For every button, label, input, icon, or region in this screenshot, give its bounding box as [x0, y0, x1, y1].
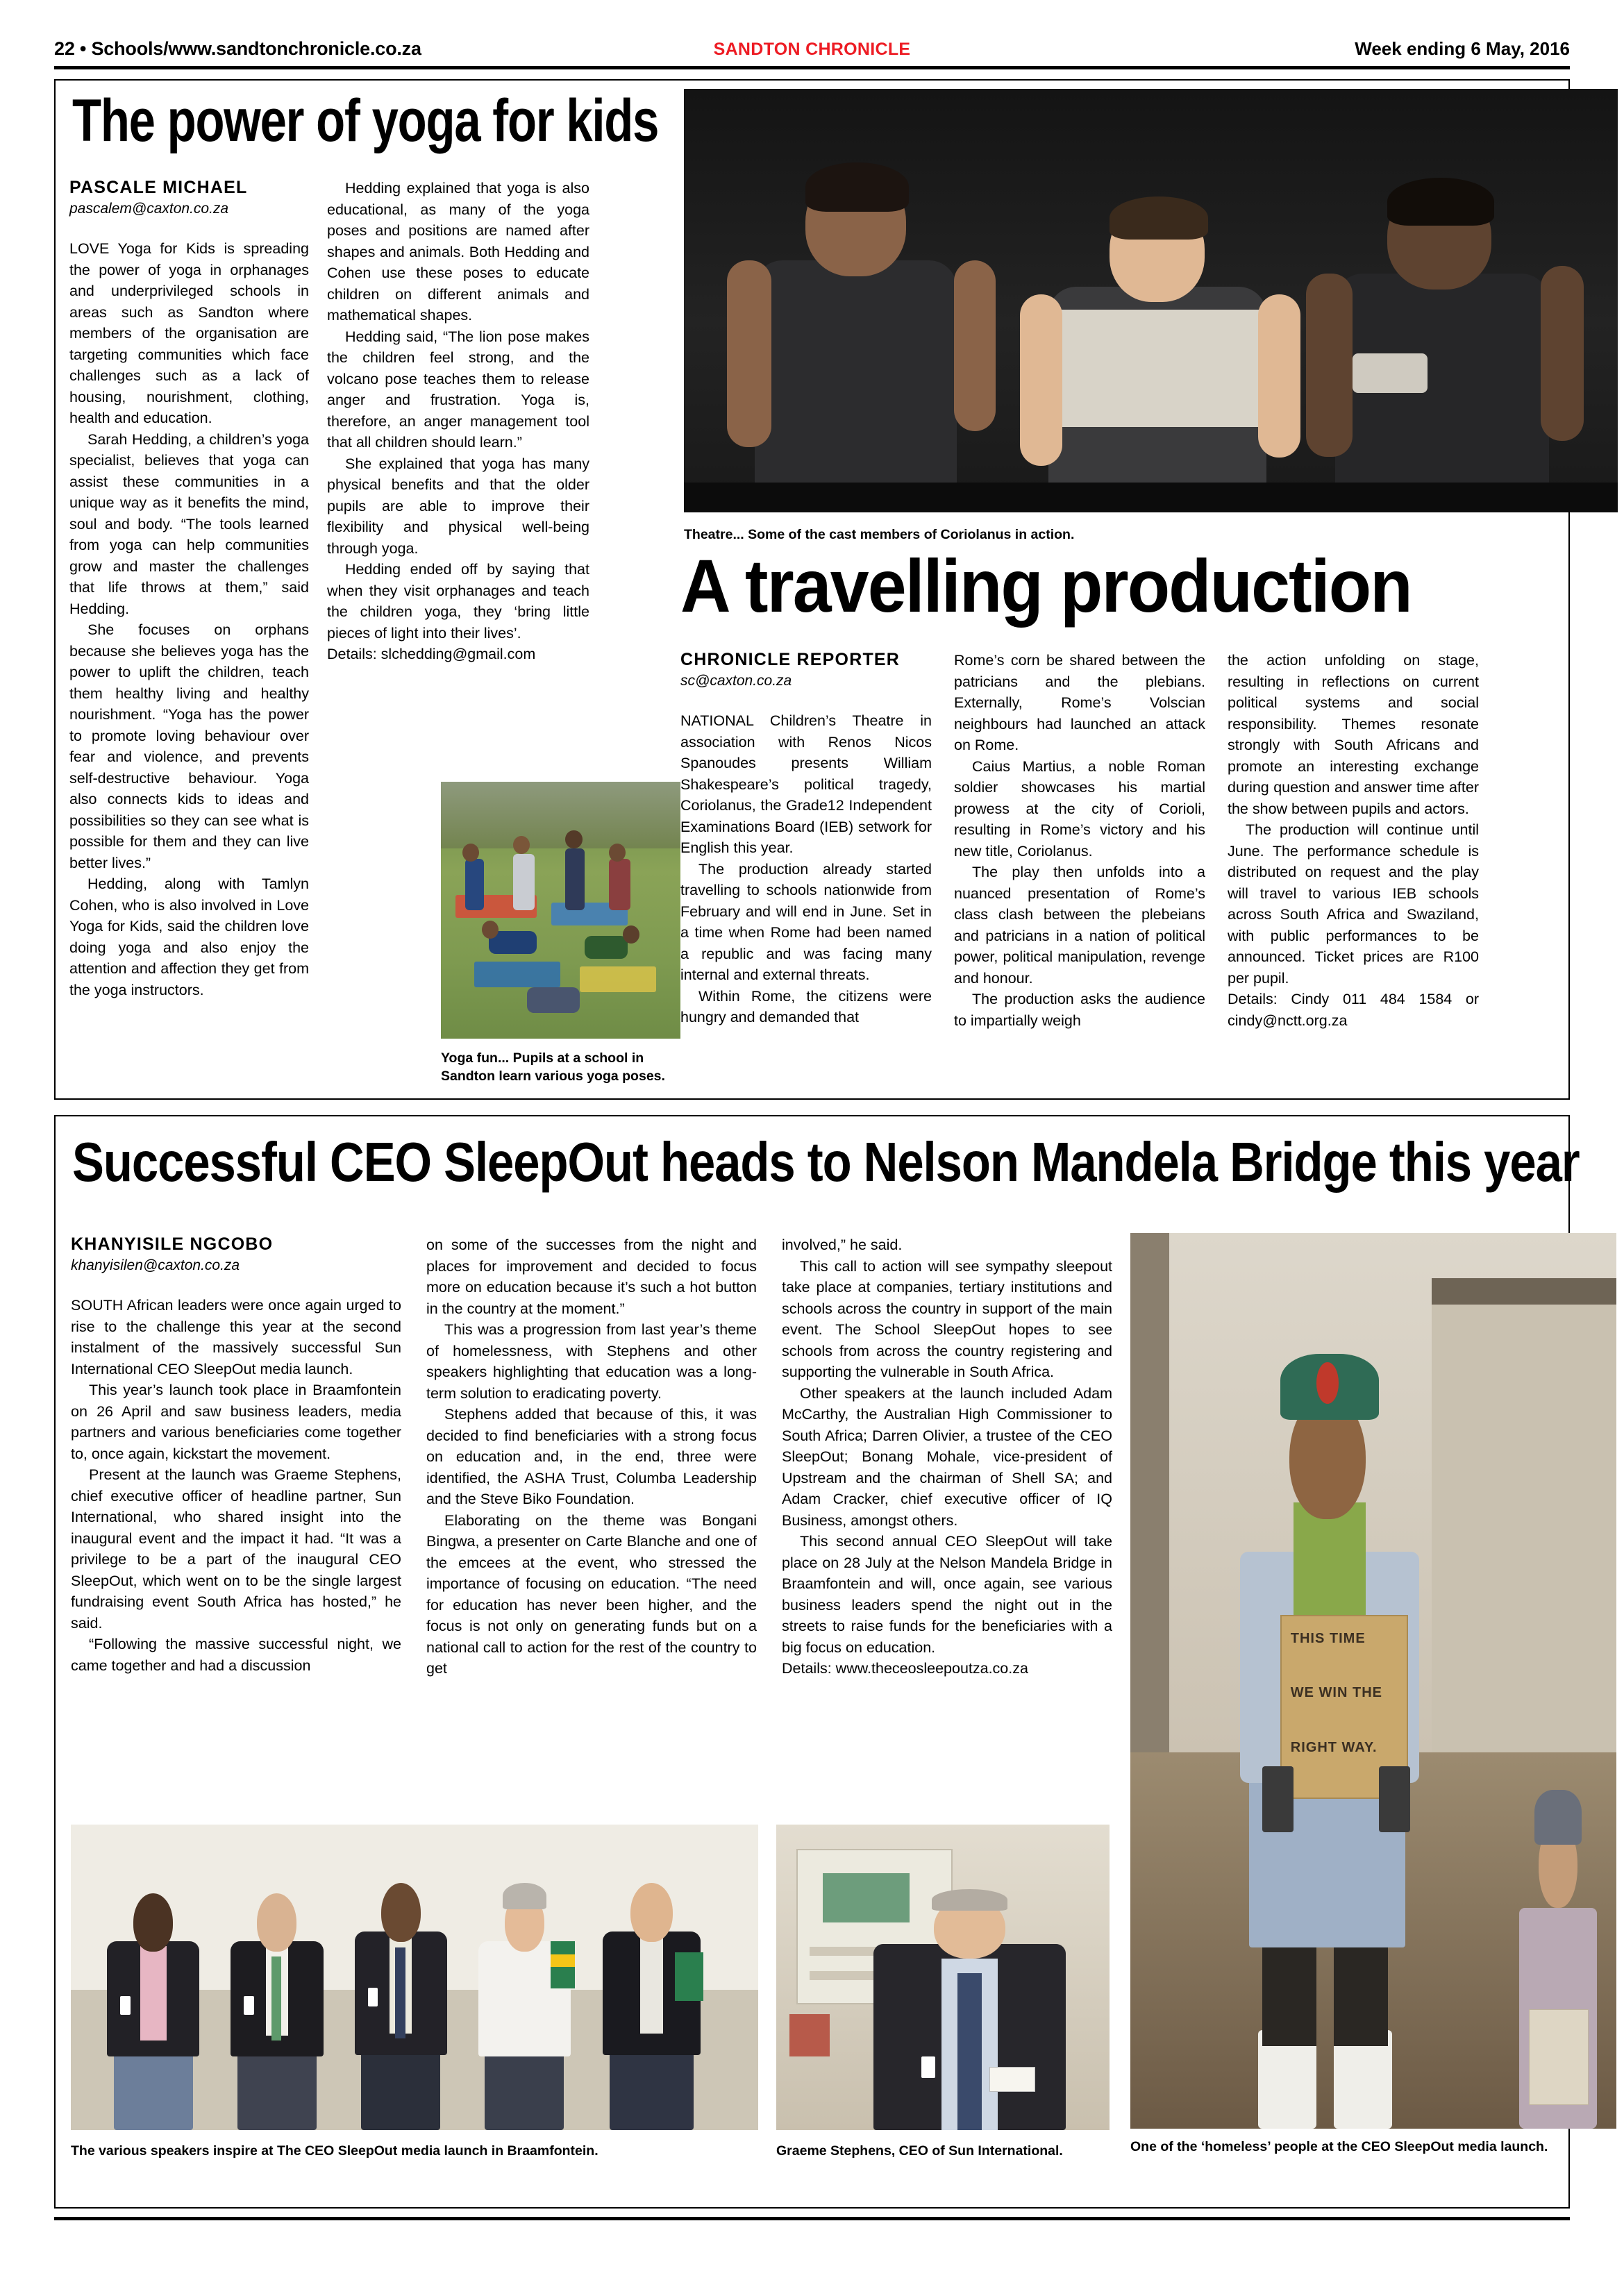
photo-speakers-panel [71, 1825, 758, 2130]
headline-yoga: The power of yoga for kids [72, 87, 659, 154]
paragraph: Present at the launch was Graeme Stephens, chief executive officer of headline partner, Sun International, who shared insight into the inaugural event and the impact it had. “It was a privilege to be a part of the inaugural CEO SleepOut, which went on to be the single largest fundraising event South Africa has hosted,” he said. [71, 1466, 401, 1632]
byline-name-theatre: CHRONICLE REPORTER [680, 650, 901, 669]
theatre-body-col1 [680, 710, 932, 1028]
page-section-label: 22 • Schools/ [54, 38, 169, 59]
caption-graeme: Graeme Stephens, CEO of Sun International. [776, 2143, 1063, 2159]
paragraph: This was a progression from last year’s theme of homelessness, with Stephens and other speakers highlighting that education was a long-term solution to eradicating poverty. [426, 1321, 757, 1402]
paragraph: Other speakers at the launch included Adam McCarthy, the Australian High Commissioner to South Africa; Darren Olivier, a trustee of the CEO SleepOut; Bonang Mohale, vice-president of Upstream and the chairman of Shell SA; and Adam Cracker, chief executive officer of IQ Business, amongst others. [782, 1384, 1112, 1529]
sleepout-column-1 [71, 1234, 401, 1679]
theatre-column-1 [680, 650, 932, 1031]
byline-email-yoga[interactable]: pascalem@caxton.co.za [69, 201, 229, 217]
paragraph-details: Details: Cindy 011 484 1584 or cindy@nctt.org.za [1228, 991, 1479, 1029]
paragraph: Caius Martius, a noble Roman soldier showcases his martial prowess at the city of Corioli, resulting in Rome’s victory and his new title, Coriolanus. [954, 757, 1205, 860]
photo-image [441, 782, 680, 1039]
theatre-column-3 [1228, 650, 1479, 1031]
photo-homeless-person [1130, 1233, 1616, 2129]
paragraph: The production will continue until June. The performance schedule is distributed on request and the play will travel to various IEB schools across South Africa and Swaziland, with public performances to be announced. Ticket prices are R100 per pupil. [1228, 821, 1479, 987]
paragraph: on some of the successes from the night and places for improvement and decided to focus more on education because it’s such a hot button in the country at the moment.” [426, 1237, 757, 1317]
article-block-bottom [54, 1115, 1580, 2209]
sleepout-column-2 [426, 1234, 757, 1679]
photo-coriolanus-cast [684, 89, 1618, 512]
sleepout-body-col2 [426, 1234, 757, 1679]
paragraph: She focuses on orphans because she believes yoga has the power to uplift the children, teach them healthy living and healthy nourishment. “Yoga has the power to promote loving behaviour over fear and violence, and prevents self-destructive behaviour. Yoga also connects kids to ideas and possibilities so they can see what is possible for them and they can live better lives.” [69, 621, 309, 871]
paragraph-details: Details: www.theceosleepoutza.co.za [782, 1660, 1028, 1677]
paragraph: Hedding said, “The lion pose makes the children feel strong, and the volcano pose teaches them to release anger and frustration. Yoga is, therefore, an anger management tool that all children should learn.” [327, 328, 589, 451]
paragraph: This year’s launch took place in Braamfontein on 26 April and saw business leaders, media partners and various beneficiaries come together to, once again, kickstart the movement. [71, 1382, 401, 1462]
caption-speakers: The various speakers inspire at The CEO SleepOut media launch in Braamfontein. [71, 2143, 598, 2159]
byline-name-yoga: PASCALE MICHAEL [69, 178, 248, 197]
caption-homeless: One of the ‘homeless’ people at the CEO SleepOut media launch. [1130, 2139, 1548, 2154]
paragraph: NATIONAL Children’s Theatre in association with Renos Nicos Spanoudes presents William Shakespeare’s political tragedy, Coriolanus, the Grade12 Independent Examinations Board (IEB) setwork for English this year. [680, 712, 932, 856]
paragraph: This call to action will see sympathy sleepout take place at companies, tertiary institutions and schools across the country in support of the main event. The School SleepOut hopes to see schools from across the country registering and supporting the vulnerable in South Africa. [782, 1257, 1112, 1380]
sleepout-columns [71, 1234, 1140, 1679]
caption-theatre: Theatre... Some of the cast members of Coriolanus in action. [684, 527, 1075, 542]
yoga-column-1 [69, 178, 309, 1000]
placard-line: WE WIN THE [1290, 1685, 1382, 1701]
issue-date: Week ending 6 May, 2016 [1355, 38, 1570, 59]
photo-image [776, 1825, 1110, 2130]
photo-image [684, 89, 1618, 512]
site-url[interactable]: www.sandtonchronicle.co.za [168, 38, 421, 59]
yoga-body-col2 [327, 178, 589, 665]
paragraph: Elaborating on the theme was Bongani Bingwa, a presenter on Carte Blanche and one of the emcees at the event, who stressed the importance of focusing on education. “The need for education has never been higher, and the focus is not only on generating funds but on a national call to action for the rest of the country to get [426, 1511, 757, 1677]
paragraph: “Following the massive successful night, we came together and had a discussion [71, 1636, 401, 1674]
page-masthead [54, 0, 1570, 64]
photo-yoga-class [441, 782, 680, 1039]
byline-name-sleepout: KHANYISILE NGCOBO [71, 1234, 274, 1254]
paragraph-details: Details: slchedding@gmail.com [327, 646, 536, 662]
photo-image [71, 1825, 758, 2130]
masthead-left [54, 38, 421, 60]
paragraph: The production already started travelling to schools nationwide from February and will end in June. Set in a time when Rome had been named a republic and was facing many internal and external threats. [680, 860, 932, 983]
paragraph: LOVE Yoga for Kids is spreading the power of yoga in orphanages and underprivileged schools in areas such as Sandton where members of the organisation are targeting communities which face challenges such as a lack of housing, nourishment, clothing, health and education. [69, 240, 309, 426]
sleepout-column-3 [782, 1234, 1112, 1679]
sleepout-body-col1 [71, 1295, 401, 1676]
publication-title: SANDTON CHRONICLE [713, 40, 911, 59]
paragraph: Within Rome, the citizens were hungry and demanded that [680, 987, 932, 1025]
photo-image [1130, 1233, 1616, 2129]
paragraph: Hedding, along with Tamlyn Cohen, who is also involved in Love Yoga for Kids, said the children love doing yoga and also enjoy the attention and affection they get from the yoga instructors. [69, 875, 309, 998]
paragraph: the action unfolding on stage, resulting in reflections on current political systems and social responsibility. Themes resonate strongly with South Africans and promote an interesting exchange during question and answer time after the show between pupils and actors. [1228, 652, 1479, 817]
paragraph: involved,” he said. [782, 1237, 903, 1253]
masthead-rule [54, 66, 1570, 69]
paragraph: She explained that yoga has many physical benefits and that the older pupils are able to improve their flexibility and physical well-being through yoga. [327, 455, 589, 557]
byline-email-theatre[interactable]: sc@caxton.co.za [680, 673, 792, 689]
theatre-columns [680, 650, 1619, 1031]
headline-sleepout: Successful CEO SleepOut heads to Nelson Mandela Bridge this year [72, 1131, 1580, 1193]
paragraph: Hedding ended off by saying that when they visit orphanages and teach the children yoga, they ‘bring little pieces of light into their lives’. [327, 561, 589, 642]
article-block-top [54, 79, 1570, 1100]
photo-graeme-stephens [776, 1825, 1110, 2130]
paragraph: Sarah Hedding, a children’s yoga specialist, believes that yoga can assist these communities in a unique way as it benefits the mind, soul and body. “The tools learned from yoga can help communities grow and master the challenges that life throws at them,” said Hedding. [69, 430, 309, 617]
theatre-column-2 [954, 650, 1205, 1031]
placard-line: THIS TIME [1290, 1631, 1366, 1647]
theatre-body-col3 [1228, 650, 1479, 1031]
theatre-body-col2 [954, 650, 1205, 1031]
page-bottom-rule [54, 2217, 1570, 2220]
paragraph: Rome’s corn be shared between the patricians and the plebians. Externally, Rome’s Volscian neighbours had launched an attack on Rome. [954, 652, 1205, 753]
paragraph: This second annual CEO SleepOut will take place on 28 July at the Nelson Mandela Bridge in Braamfontein and will, once again, see various business leaders spend the night out in the streets to raise funds for the beneficiaries with a big focus on education. [782, 1533, 1112, 1656]
paragraph: Hedding explained that yoga is also educational, as many of the yoga poses and positions are named after shapes and animals. Both Hedding and Cohen use these poses to educate children on different animals and mathematical shapes. [327, 180, 589, 324]
sleepout-body-col3 [782, 1234, 1112, 1679]
paragraph: The production asks the audience to impartially weigh [954, 991, 1205, 1029]
paragraph: The play then unfolds into a nuanced presentation of Rome’s class clash between the plebeians and patricians in a nation of political power, political manipulation, revenge and honour. [954, 864, 1205, 987]
paragraph: SOUTH African leaders were once again urged to rise to the challenge this year at the second instalment of the massively successful Sun International CEO SleepOut media launch. [71, 1297, 401, 1377]
byline-email-sleepout[interactable]: khanyisilen@caxton.co.za [71, 1257, 240, 1273]
caption-yoga: Yoga fun... Pupils at a school in Sandton learn various yoga poses. [441, 1050, 665, 1084]
paragraph: Stephens added that because of this, it was decided to find beneficiaries with a strong focus on education and, in the end, three were identified, the ASHA Trust, Columba Leadership and the Steve Biko Foundation. [426, 1406, 757, 1507]
headline-travelling-production: A travelling production [680, 544, 1412, 628]
yoga-body-col1 [69, 238, 309, 1000]
placard-line: RIGHT WAY. [1290, 1739, 1378, 1755]
